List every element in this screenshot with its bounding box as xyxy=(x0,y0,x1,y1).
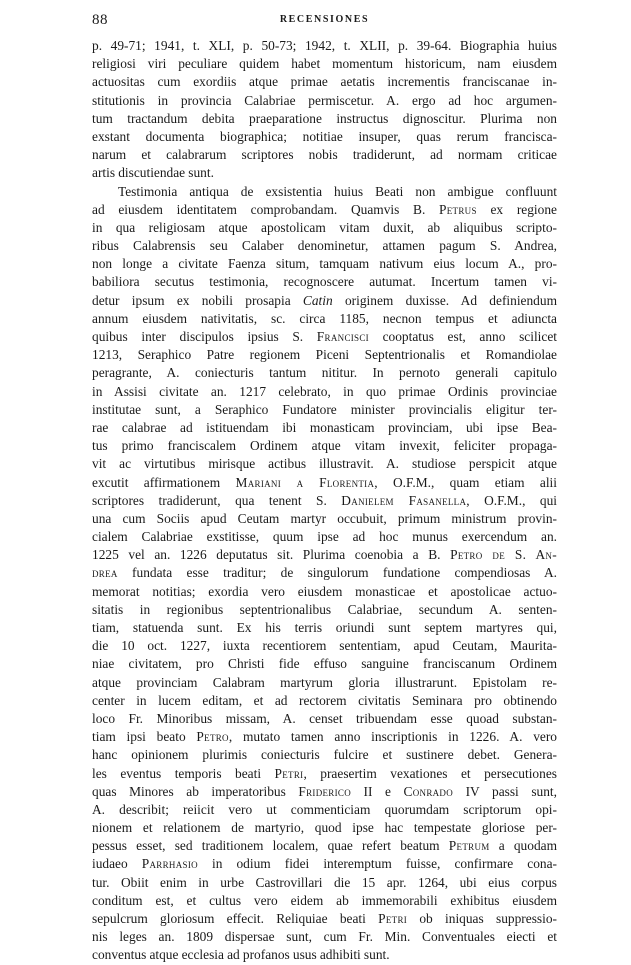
text-line: stitutionis in provincia Calabriae permiscetur. A. ergo ad hoc argumen- xyxy=(92,92,557,108)
text-line: drea fundata esse traditur; de singulorum fundatione compendiosas A. xyxy=(92,565,557,581)
text-line: exstant documenta biographica; notitiae insuper, quas rerum francisca- xyxy=(92,128,557,144)
proper-name: Petri xyxy=(378,911,408,926)
text-line: niae civitatem, pro Christi fide effuso sanguine franciscanum Ordinem xyxy=(92,656,557,672)
text-line: nionem et relationem de martyrio, quod ipse hac tempestate gloriose per- xyxy=(92,820,557,836)
proper-name: Danielem Fasanella xyxy=(341,492,467,508)
text-line: atque provinciam Calabram martyrum gloria illustrarunt. Epistolam re- xyxy=(92,674,557,690)
text-line: tum tractandum debita praeparatione instructus dignoscitur. Plurima non xyxy=(92,110,557,126)
italic-term: Catin xyxy=(302,292,333,308)
text-line: artis discutiendae sunt. xyxy=(92,165,214,181)
proper-name: drea xyxy=(92,565,118,581)
proper-name: Mariani a Florentia xyxy=(235,474,375,490)
text-line: ribus Calabrensis seu Calaber denominetur, attamen pagum S. Andrea, xyxy=(92,238,557,254)
text-line: loco Fr. Minoribus missam, A. censet tribuendam esse quoad substan- xyxy=(92,710,557,726)
text-line: ad eiusdem identitatem comprobandam. Quamvis B. Petrus ex regione xyxy=(92,201,557,217)
text-line: institutae sunt, a Seraphico Fundatore minister provincialis eligitur ter- xyxy=(92,401,557,417)
proper-name: Friderico xyxy=(298,783,351,799)
text-line: cialem Calabriae exstitisse, quum ipse ad hoc munus exercendum an. xyxy=(92,529,557,545)
text-line: peragrante, A. coniecturis tantum nititur. In pernoto generali capitulo xyxy=(92,365,557,381)
proper-name: Parrhasio xyxy=(141,856,198,872)
text-line: A. describit; reiicit vero ut commenticiam quorumdam scriptorum opi- xyxy=(92,801,557,817)
text-line: Testimonia antiqua de exsistentia huius Beati non ambigue confluunt xyxy=(118,183,557,199)
text-line: quibus inter discipulos ipsius S. Francisci cooptatus est, anno scilicet xyxy=(92,329,557,344)
text-line: hanc opinionem plurimis coniecturis fulcire et sustinere debet. Genera- xyxy=(92,747,557,763)
text-line: center in lucem editam, et ad rectorem civitatis Seminara pro obtinendo xyxy=(92,692,557,708)
page-header xyxy=(92,12,557,30)
text-line: narum et calabrarum scriptores nobis tradiderunt, ad normam criticae xyxy=(92,147,557,163)
proper-name: Petrum xyxy=(448,838,490,854)
text-line: babiliora secutus testimonia, recognoscere autumat. Incertum tamen vi- xyxy=(92,274,557,290)
text-line: tiam ipsi beato Petro, mutato tamen anno inscriptionis in 1226. A. vero xyxy=(92,729,557,745)
text-line: nis leges an. 1809 dispersae sunt, cum Fr. Min. Conventuales eiecti et xyxy=(92,929,557,945)
paragraph-1 xyxy=(92,37,557,183)
proper-name: Francisci xyxy=(316,329,369,344)
running-title: RECENSIONES xyxy=(279,14,370,25)
text-line: die 10 oct. 1227, iuxta recentiorem sententiam, apud Ceutam, Maurita- xyxy=(92,638,557,654)
text-line: memorat notitias; exordia vero eiusdem monasticae et apostolicae actuo- xyxy=(92,583,557,599)
proper-name: Conrado xyxy=(403,783,454,799)
proper-name: Petro de S. An- xyxy=(450,547,557,563)
text-line: excutit affirmationem Mariani a Florentia, O.F.M., quam etiam alii xyxy=(92,474,557,490)
text-line: conditum est, et cultus vero eidem ab immemorabili exhibitus eiusdem xyxy=(92,892,557,908)
proper-name: Petrus xyxy=(439,201,477,217)
text-line: conventus atque ecclesia ad profanos usus adhibiti sunt. xyxy=(92,947,390,963)
text-line: actuositas cum exordiis atque primae aetatis incrementis franciscanae in- xyxy=(92,74,557,90)
text-line: iudaeo Parrhasio in odium fidei interemptum fuisse, confirmare cona- xyxy=(92,856,557,872)
text-line: 1225 vel an. 1226 deputatus sit. Plurima coenobia a B. Petro de S. An- xyxy=(92,547,557,563)
paragraph-2 xyxy=(92,183,557,965)
text-line: religiosi viri peculiare quidem habet momentum historicum, nam eiusdem xyxy=(92,56,557,72)
text-line: detur ipsum ex nobili prosapia Catin originem duxisse. Ad definiendum xyxy=(92,292,557,308)
text-line: pessus esset, sed traditionem localem, quae refert beatum Petrum a quodam xyxy=(92,838,557,854)
text-line: scriptores tradiderunt, qua tenent S. Danielem Fasanella, O.F.M., qui xyxy=(92,492,557,508)
text-line: tus primo franciscalem Ordinem atque vitam invexit, feliciter propaga- xyxy=(92,438,557,454)
text-line: non longe a civitate Faenza situm, tamquam nativum eius locum A., pro- xyxy=(92,256,557,272)
text-line: p. 49-71; 1941, t. XLI, p. 50-73; 1942, t. XLII, p. 39-64. Biographia huius xyxy=(92,38,557,53)
text-line: 1213, Seraphico Patre regionem Piceni Septentrionalis et Romandiolae xyxy=(92,347,557,363)
proper-name: Petro xyxy=(196,729,229,745)
text-line: vit ac virtutibus mirisque actibus illustravit. A. studiose perspicit atque xyxy=(92,456,557,472)
proper-name: Petri xyxy=(274,765,304,781)
body-text xyxy=(92,37,557,965)
text-line: sepulcrum gloriosum effecit. Reliquiae beati Petri ob iniquas suppressio- xyxy=(92,911,557,926)
text-line: annum eiusdem nativitatis, sc. circa 1185, necnon tempus et adiuncta xyxy=(92,310,557,326)
text-line: in qua religiosam atque apostolicam vitam duxit, ab aliquibus scripto- xyxy=(92,219,557,235)
text-line: les eventus temporis beati Petri, praesertim vexationes et persecutiones xyxy=(92,765,557,781)
text-line: quas Minores ab imperatoribus Friderico II e Conrado IV passi sunt, xyxy=(92,783,557,799)
page-number: 88 xyxy=(92,12,108,28)
text-line: tiam, statuenda sunt. Ex his terris oriundi sunt septem martyres qui, xyxy=(92,620,557,635)
text-line: rae calabrae ad istituendam ibi monasticam provinciam, ubi ipse Bea- xyxy=(92,419,557,435)
text-line: in Assisi civitate an. 1217 celebrato, in quo primae Ordinis provinciae xyxy=(92,383,557,399)
text-line: una cum Sociis apud Ceutam martyr occubuit, primum ministrum provin- xyxy=(92,510,557,526)
text-line: sitatis in regionibus septentrionalibus Calabriae, secundum A. senten- xyxy=(92,601,557,617)
text-line: tur. Obiit enim in urbe Castrovillari die 15 apr. 1264, ubi eius corpus xyxy=(92,874,557,890)
